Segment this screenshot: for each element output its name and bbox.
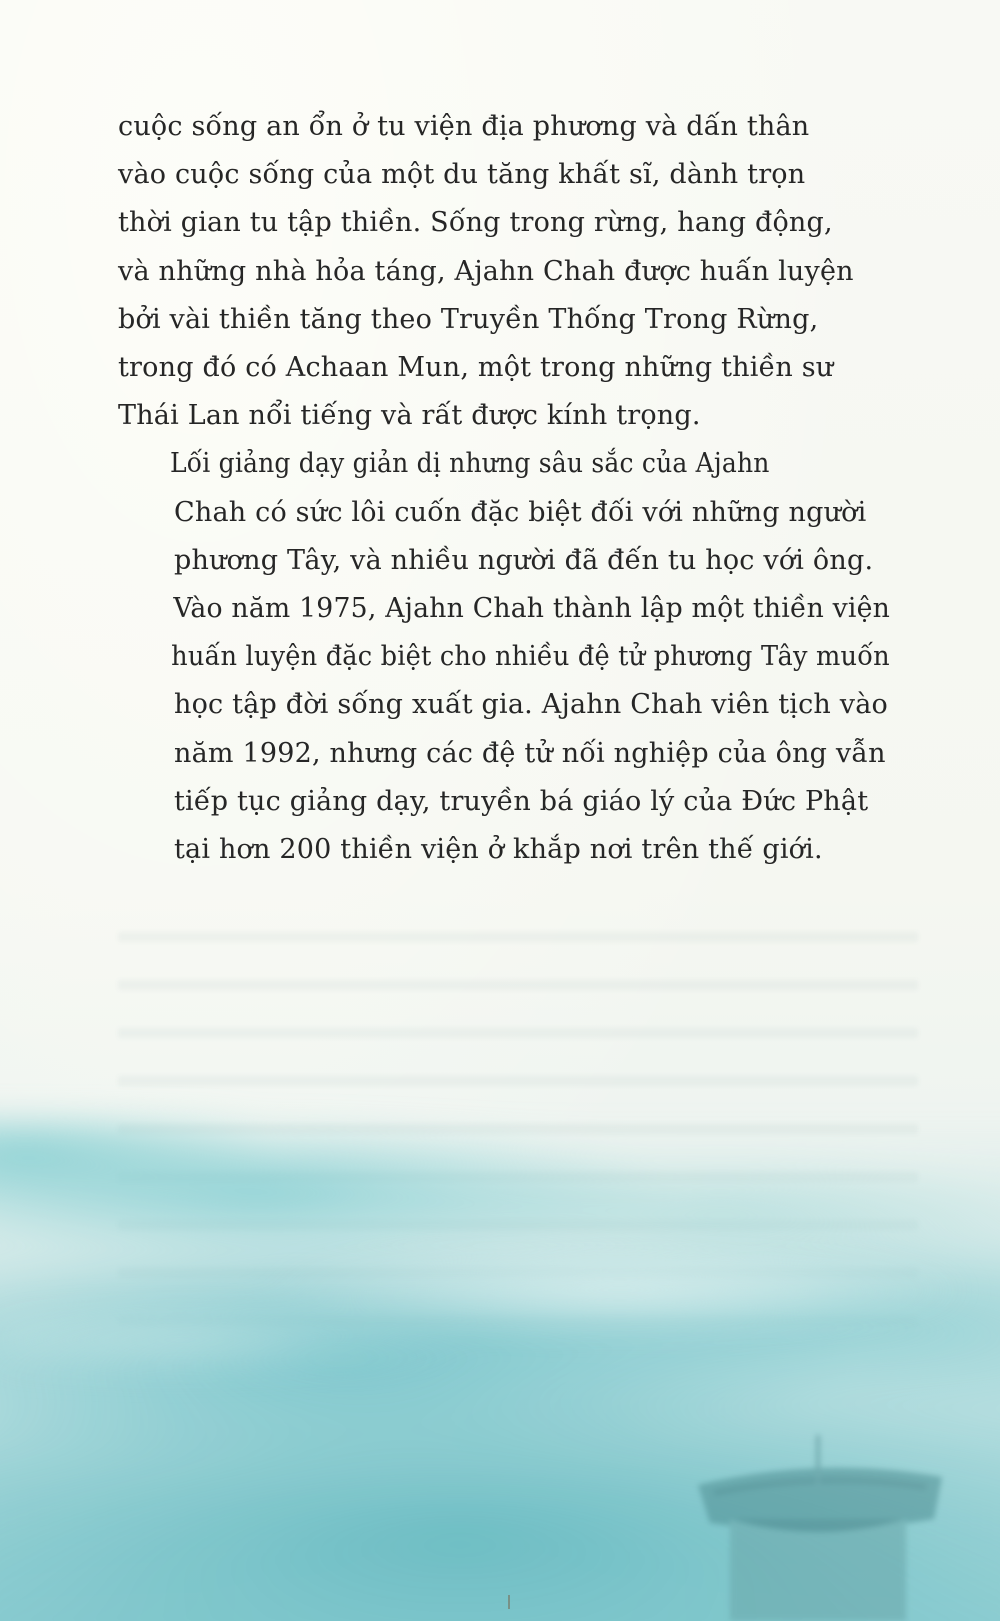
text-line: Chah có sức lôi cuốn đặc biệt đối với những người	[174, 496, 867, 528]
text-line: thời gian tu tập thiền. Sống trong rừng, hang động,	[118, 207, 833, 239]
text-line: Vào năm 1975, Ajahn Chah thành lập một thiền viện	[173, 593, 891, 625]
paragraph	[118, 440, 890, 874]
body-text	[118, 103, 890, 874]
text-line: trong đó có Achaan Mun, một trong những thiền sư	[118, 352, 834, 384]
text-line: tiếp tục giảng dạy, truyền bá giáo lý của Đức Phật	[174, 785, 869, 817]
paragraph	[118, 103, 890, 440]
text-line: Lối giảng dạy giản dị nhưng sâu sắc của Ajahn	[169, 448, 770, 480]
text-line: và những nhà hỏa táng, Ajahn Chah được huấn luyện	[118, 255, 854, 287]
page-mark	[508, 1595, 516, 1609]
text-line: Thái Lan nổi tiếng và rất được kính trọng.	[118, 400, 701, 432]
text-line: cuộc sống an ổn ở tu viện địa phương và dấn thân	[118, 111, 810, 142]
mist-highlight	[0, 1250, 1000, 1390]
text-line: năm 1992, nhưng các đệ tử nối nghiệp của ông vẫn	[174, 737, 886, 769]
text-line: tại hơn 200 thiền viện ở khắp nơi trên thế giới.	[174, 834, 823, 866]
boat-icon	[690, 1415, 950, 1621]
text-line: huấn luyện đặc biệt cho nhiều đệ tử phương Tây muốn	[171, 641, 890, 673]
text-line: bởi vài thiền tăng theo Truyền Thống Trong Rừng,	[118, 303, 819, 335]
text-line: phương Tây, và nhiều người đã đến tu học với ông.	[174, 544, 874, 576]
text-line: học tập đời sống xuất gia. Ajahn Chah viên tịch vào	[174, 689, 888, 721]
text-line: vào cuộc sống của một du tăng khất sĩ, dành trọn	[118, 159, 806, 191]
